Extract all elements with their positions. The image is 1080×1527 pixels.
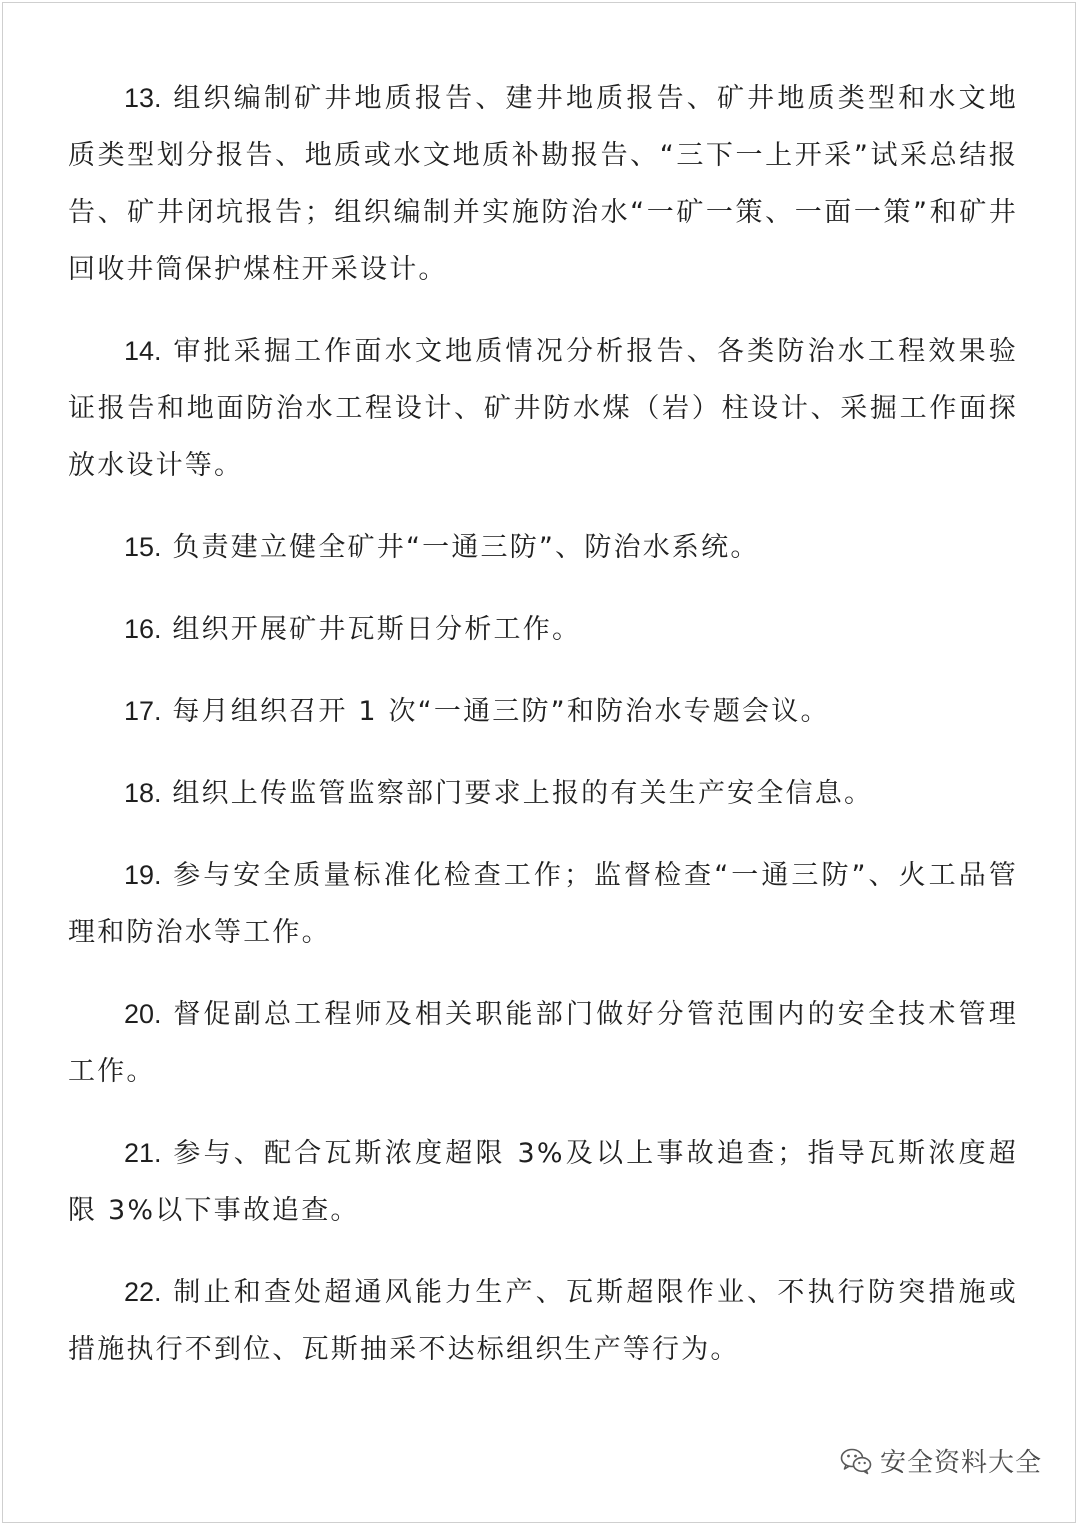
watermark-text: 安全资料大全 — [879, 1448, 1042, 1478]
list-item — [68, 70, 1018, 298]
item-text: 组织开展矿井瓦斯日分析工作。 — [172, 614, 582, 645]
list-item — [68, 765, 1018, 822]
item-text: 负责建立健全矿井“一通三防”、防治水系统。 — [172, 532, 760, 563]
list-item — [68, 519, 1018, 576]
item-number: 21. — [124, 1138, 162, 1168]
item-number: 18. — [124, 778, 162, 808]
item-text: 督促副总工程师及相关职能部门做好分管范围内的安全技术管理工作。 — [68, 999, 1018, 1087]
item-number: 14. — [124, 336, 162, 366]
list-item — [68, 601, 1018, 658]
list-item — [68, 683, 1018, 740]
wechat-icon — [840, 1447, 872, 1475]
document-body — [68, 70, 1018, 1403]
list-item — [68, 323, 1018, 494]
item-number: 16. — [124, 614, 162, 644]
item-number: 20. — [124, 999, 162, 1029]
item-number: 17. — [124, 696, 162, 726]
item-number: 19. — [124, 860, 162, 890]
item-text: 审批采掘工作面水文地质情况分析报告、各类防治水工程效果验证报告和地面防治水工程设计、矿井防水煤（岩）柱设计、采掘工作面探放水设计等。 — [68, 336, 1018, 481]
list-item — [68, 986, 1018, 1100]
list-item — [68, 1264, 1018, 1378]
item-text: 制止和查处超通风能力生产、瓦斯超限作业、不执行防突措施或措施执行不到位、瓦斯抽采不达标组织生产等行为。 — [68, 1277, 1018, 1365]
item-number: 13. — [124, 83, 162, 113]
item-text: 参与、配合瓦斯浓度超限 3%及以上事故追查；指导瓦斯浓度超限 3%以下事故追查。 — [68, 1138, 1018, 1226]
list-item — [68, 1125, 1018, 1239]
item-text: 组织编制矿井地质报告、建井地质报告、矿井地质类型和水文地质类型划分报告、地质或水文地质补勘报告、“三下一上开采”试采总结报告、矿井闭坑报告；组织编制并实施防治水“一矿一策、一面一策”和矿井回收井筒保护煤柱开采设计。 — [68, 83, 1018, 285]
list-item — [68, 847, 1018, 961]
watermark — [840, 1442, 1042, 1479]
item-text: 参与安全质量标准化检查工作；监督检查“一通三防”、火工品管理和防治水等工作。 — [68, 860, 1018, 948]
item-text: 组织上传监管监察部门要求上报的有关生产安全信息。 — [172, 778, 874, 809]
item-number: 22. — [124, 1277, 162, 1307]
item-text: 每月组织召开 1 次“一通三防”和防治水专题会议。 — [172, 696, 830, 727]
item-number: 15. — [124, 532, 162, 562]
